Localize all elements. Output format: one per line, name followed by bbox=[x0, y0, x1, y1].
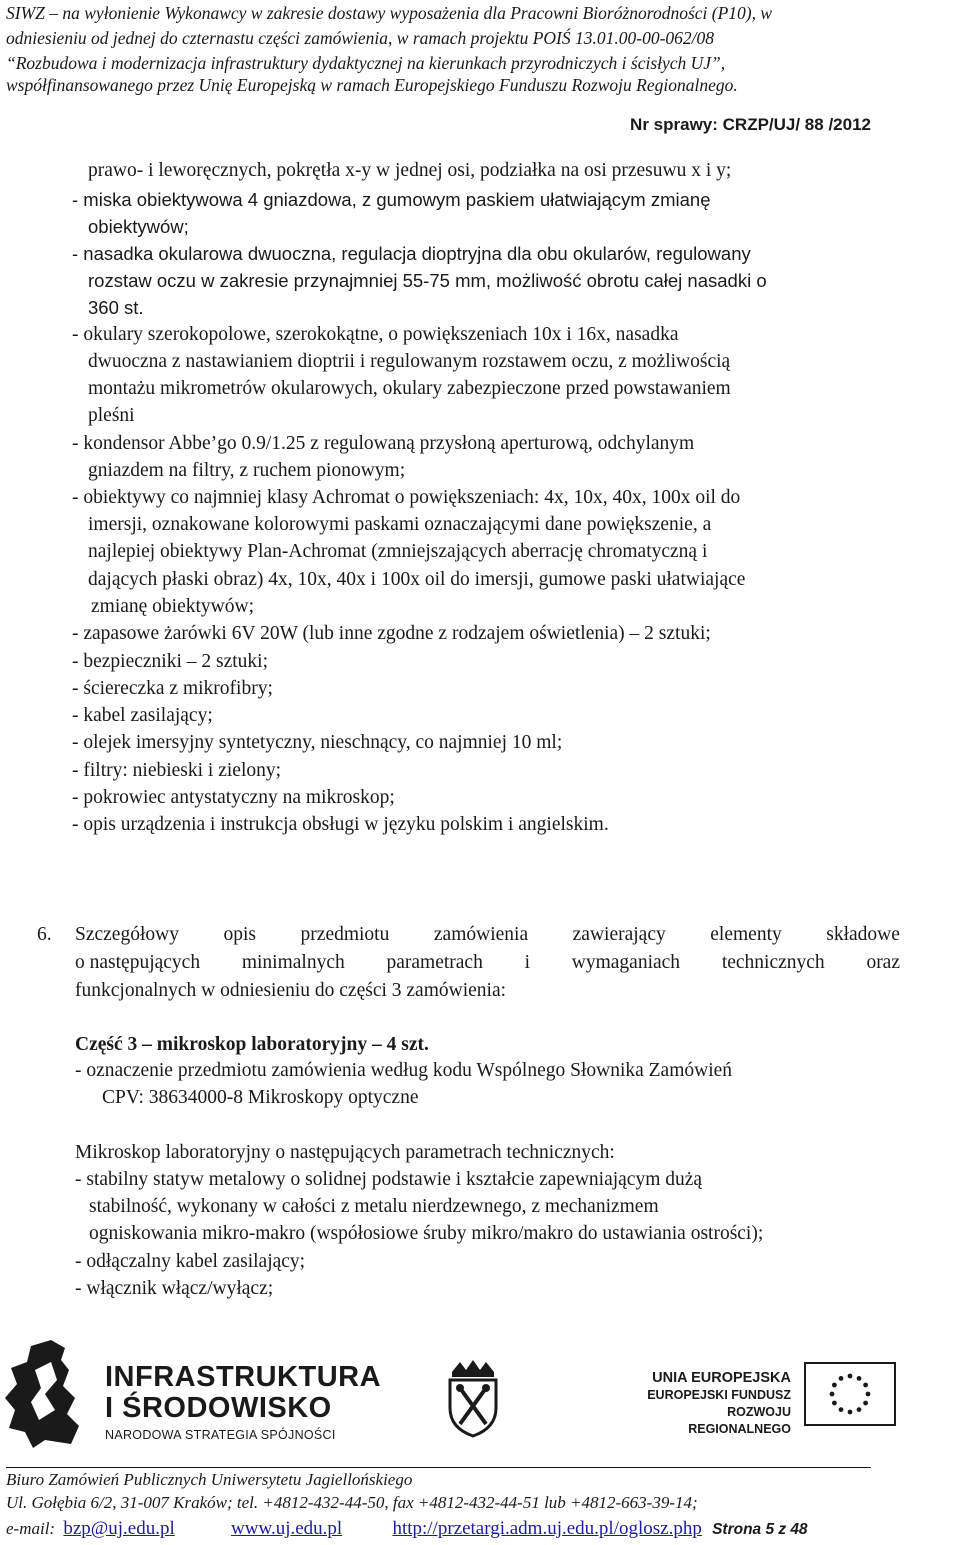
email-link[interactable]: bzp@uj.edu.pl bbox=[63, 1518, 175, 1539]
body-line: - opis urządzenia i instrukcja obsługi w języku polskim i angielskim. bbox=[72, 814, 609, 835]
body-line: 360 st. bbox=[88, 297, 144, 318]
body-line: dwuoczna z nastawianiem dioptrii i regulowanym rozstawem oczu, z możliwością bbox=[88, 351, 731, 372]
footer-org: Biuro Zamówień Publicznych Uniwersytetu Jagiellońskiego bbox=[6, 1470, 413, 1489]
word: wymaganiach bbox=[571, 952, 681, 973]
infra-title-2: I ŚRODOWISKO bbox=[105, 1392, 332, 1424]
tender-link[interactable]: http://przetargi.adm.uj.edu.pl/oglosz.php bbox=[392, 1518, 702, 1539]
footer-links bbox=[6, 1518, 956, 1540]
word: elementy bbox=[710, 924, 782, 945]
spec-line: stabilność, wykonany w całości z metalu nierdzewnego, z mechanizmem bbox=[89, 1196, 659, 1217]
body-line: - pokrowiec antystatyczny na mikroskop; bbox=[72, 787, 395, 808]
body-line: obiektywów; bbox=[88, 216, 189, 237]
body-line: - kondensor Abbe’go 0.9/1.25 z regulowaną przysłoną aperturową, odchylanym bbox=[72, 433, 695, 454]
word: zamówienia bbox=[433, 924, 529, 945]
spec-line: ogniskowania mikro-makro (współosiowe śruby mikro/makro do ustawiania ostrości); bbox=[89, 1223, 764, 1244]
part-title: Część 3 – mikroskop laboratoryjny – 4 szt. bbox=[75, 1034, 429, 1055]
body-line: imersji, oznakowane kolorowymi paskami oznaczającymi dane powiększenie, a bbox=[88, 514, 712, 535]
body-line: gniazdem na filtry, z ruchem pionowym; bbox=[88, 460, 406, 481]
body-line: - bezpieczniki – 2 sztuki; bbox=[72, 651, 269, 672]
cpv-line-1: - oznaczenie przedmiotu zamówienia według kodu Wspólnego Słownika Zamówień bbox=[75, 1060, 733, 1081]
word: minimalnych bbox=[241, 952, 345, 973]
word: zawierający bbox=[572, 924, 666, 945]
body-line: - filtry: niebieski i zielony; bbox=[72, 760, 282, 781]
body-line: - nasadka okularowa dwuoczna, regulacja dioptryjna dla obu okularów, regulowany bbox=[72, 243, 751, 264]
word: przedmiotu bbox=[300, 924, 390, 945]
footer-address: Ul. Gołębia 6/2, 31-007 Kraków; tel. +4812-432-44-50, fax +4812-432-44-51 lub +4812-663-39-14; bbox=[6, 1493, 698, 1512]
body-line: - zapasowe żarówki 6V 20W (lub inne zgodne z rodzajem oświetlenia) – 2 sztuki; bbox=[72, 623, 711, 644]
section-6-line-2 bbox=[75, 949, 900, 976]
body-line: najlepiej obiektywy Plan-Achromat (zmniejszających aberrację chromatyczną i bbox=[88, 541, 708, 562]
page-current: 5 bbox=[765, 1521, 775, 1538]
section-6-line-1 bbox=[75, 921, 900, 948]
infra-title-1: INFRASTRUKTURA bbox=[105, 1361, 382, 1393]
header-line-3: “Rozbudowa i modernizacja infrastruktury dydaktycznej na kierunkach przyrodniczych i ścisłych UJ”, bbox=[6, 53, 726, 73]
body-line: montażu mikrometrów okularowych, okulary zabezpieczone przed powstawaniem bbox=[88, 378, 731, 399]
word: o następujących bbox=[75, 952, 201, 973]
section-6-line-3: funkcjonalnych w odniesieniu do części 3 zamówienia: bbox=[75, 980, 507, 1001]
eu-fund-line-1: EUROPEJSKI FUNDUSZ bbox=[647, 1388, 791, 1402]
page-total: 48 bbox=[790, 1521, 808, 1538]
uj-emblem bbox=[446, 1358, 500, 1438]
header-line-1: SIWZ – na wyłonienie Wykonawcy w zakresie dostawy wyposażenia dla Pracowni Bioróżnorodności (P10), w bbox=[6, 3, 773, 23]
spec-intro: Mikroskop laboratoryjny o następujących parametrach technicznych: bbox=[75, 1142, 615, 1163]
body-line: - kabel zasilający; bbox=[72, 705, 213, 726]
website-link[interactable]: www.uj.edu.pl bbox=[231, 1518, 343, 1539]
word: składowe bbox=[826, 924, 900, 945]
header-line-4: współfinansowanego przez Unię Europejską w ramach Europejskiego Funduszu Rozwoju Regionalnego. bbox=[6, 75, 738, 95]
spec-line: - stabilny statyw metalowy o solidnej podstawie i kształcie zapewniającym dużą bbox=[75, 1169, 703, 1190]
word: i bbox=[524, 952, 531, 973]
word: oraz bbox=[866, 952, 900, 973]
body-line: - okulary szerokopolowe, szerokokątne, o powiększeniach 10x i 16x, nasadka bbox=[72, 324, 679, 345]
page-label: Strona bbox=[712, 1521, 762, 1538]
body-line: - olejek imersyjny syntetyczny, nieschnący, co najmniej 10 ml; bbox=[72, 732, 563, 753]
body-line: - obiektywy co najmniej klasy Achromat o powiększeniach: 4x, 10x, 40x, 100x oil do bbox=[72, 487, 741, 508]
body-line: prawo- i leworęcznych, pokrętła x-y w jednej osi, podziałka na osi przesuwu x i y; bbox=[88, 160, 732, 181]
cpv-line-2: CPV: 38634000-8 Mikroskopy optyczne bbox=[102, 1087, 419, 1108]
body-line: zmianę obiektywów; bbox=[91, 596, 254, 617]
word: technicznych bbox=[721, 952, 825, 973]
infrastruktura-emblem-icon bbox=[5, 1340, 101, 1448]
page-sep: z bbox=[778, 1521, 787, 1538]
body-line: - ściereczka z mikrofibry; bbox=[72, 678, 273, 699]
eu-flag-icon bbox=[804, 1362, 896, 1426]
email-label: e-mail: bbox=[6, 1519, 56, 1538]
body-line: pleśni bbox=[88, 405, 135, 426]
footer-divider bbox=[6, 1467, 871, 1468]
eu-fund-line-2: ROZWOJU REGIONALNEGO bbox=[688, 1405, 791, 1436]
spec-line: - włącznik włącz/wyłącz; bbox=[75, 1278, 274, 1299]
eu-title: UNIA EUROPEJSKA bbox=[652, 1370, 791, 1386]
infrastruktura-logo bbox=[5, 1340, 382, 1448]
word: opis bbox=[223, 924, 257, 945]
infra-subtitle: NARODOWA STRATEGIA SPÓJNOŚCI bbox=[105, 1428, 336, 1442]
section-number: 6. bbox=[37, 924, 52, 945]
body-line: rozstaw oczu w zakresie przynajmniej 55-75 mm, możliwość obrotu całej nasadki o bbox=[88, 270, 767, 291]
body-line: - miska obiektywowa 4 gniazdowa, z gumowym paskiem ułatwiającym zmianę bbox=[72, 189, 711, 210]
word: parametrach bbox=[386, 952, 483, 973]
university-crest-icon bbox=[446, 1358, 500, 1438]
case-number: Nr sprawy: CRZP/UJ/ 88 /2012 bbox=[630, 115, 871, 134]
header-line-2: odniesieniu od jednej do czternastu części zamówienia, w ramach projektu POIŚ 13.01.00-00-062/08 bbox=[6, 28, 715, 48]
body-line: dających płaski obraz) 4x, 10x, 40x i 100x oil do imersji, gumowe paski ułatwiające bbox=[88, 569, 746, 590]
eu-logo bbox=[626, 1362, 896, 1436]
spec-line: - odłączalny kabel zasilający; bbox=[75, 1251, 306, 1272]
word: Szczegółowy bbox=[75, 924, 179, 945]
